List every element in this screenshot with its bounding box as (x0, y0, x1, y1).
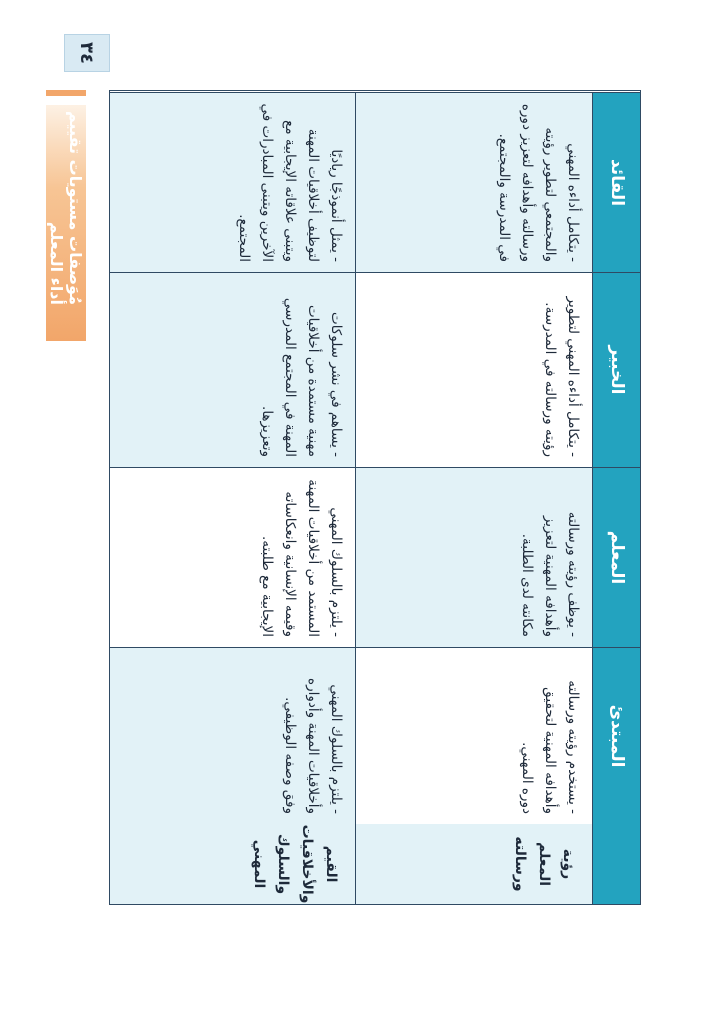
header-criterion (593, 824, 640, 904)
criterion-values: القيم والأخلاقيات والسلوك المهني (110, 824, 356, 904)
header-expert: الخبير (593, 273, 640, 467)
beginner-vision: - يستخدم رؤيته ورسالته وأهدافه المهنية لتحقيق دوره المهني. (356, 648, 593, 824)
header-beginner: المبتدئ (593, 648, 640, 824)
column-leader (110, 92, 640, 272)
header-teacher: المعلم (593, 468, 640, 647)
expert-vision: - يتكامل أداءه المهني لتطوير رؤيته ورسالته في المدرسة. (356, 273, 593, 467)
column-teacher (110, 467, 640, 647)
column-expert (110, 272, 640, 467)
rubric-table (109, 90, 641, 905)
teacher-vision: - يوظف رؤيته ورسالته وأهدافه المهنية لتعزيز مكانته لدى الطلبة. (356, 468, 593, 647)
header-leader: القائد (593, 93, 640, 272)
expert-values: - يساهم في نشر سلوكات مهنية مستمدة من أخلاقيات المهنة في المجتمع المدرسي وتعزيزها. (110, 273, 356, 467)
criterion-vision: رؤية المعلم ورسالته (356, 824, 593, 904)
teacher-values: - يلتزم بالسلوك المهني المستمد من أخلاقيات المهنة وقيمه الإنسانية وانعكاساته الإيجابية مع طلبته. (110, 468, 356, 647)
column-criterion (110, 824, 640, 904)
column-beginner (110, 647, 640, 824)
leader-values: - يمثل أنموذجًا رياديًا لتوظيف أخلاقيات المهنة ويتبنى علاقاته الإيجابية مع الآخرين ويتبنى المبادرات في المجتمع. (110, 93, 356, 272)
section-title: مُوَصفات مستويات تقييم أداء المعلم (47, 110, 85, 305)
leader-vision: - يتكامل أداءه المهني والمجتمعي لتطوير رؤيته ورسالته وأهدافه لتعزيز دوره في المدرسة والمجتمع. (356, 93, 593, 272)
beginner-values: - يلتزم بالسلوك المهني وأخلاقيات المهنة وأدواره وفق وصفه الوظيفي. (110, 648, 356, 824)
page-number: ٣٤ (64, 34, 110, 72)
